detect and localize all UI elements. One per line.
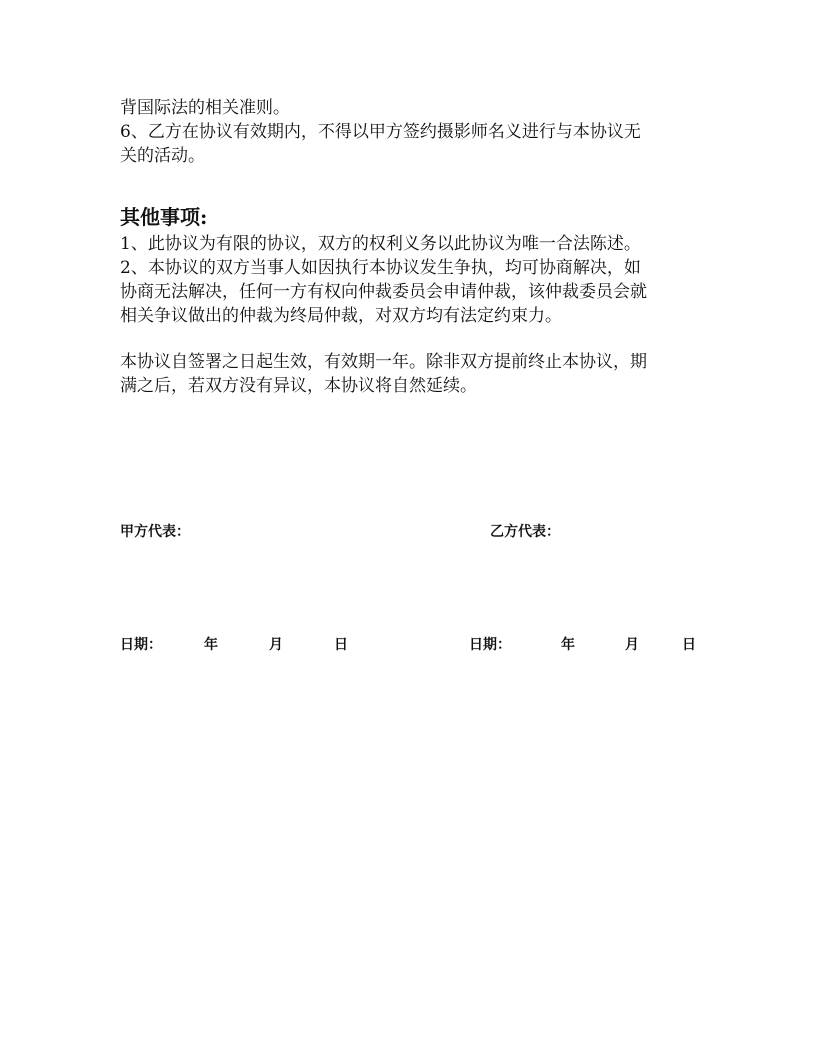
other-matters-item-2-line: 2、本协议的双方当事人如因执行本协议发生争执，均可协商解决，如 xyxy=(120,258,641,278)
party-a-date-label: 日期： xyxy=(120,637,162,653)
party-b-month-label: 月 xyxy=(625,637,639,653)
party-a-year-label: 年 xyxy=(204,637,218,653)
clause-6-line: 关的活动。 xyxy=(120,146,205,166)
party-b-year-label: 年 xyxy=(561,637,575,653)
other-matters-item-1: 1、此协议为有限的协议，双方的权利义务以此协议为唯一合法陈述。 xyxy=(120,234,641,254)
clause-text-line: 背国际法的相关准则。 xyxy=(120,98,290,118)
party-b-date-label: 日期： xyxy=(469,637,511,653)
other-matters-item-2-line: 相关争议做出的仲裁为终局仲裁，对双方均有法定约束力。 xyxy=(120,306,562,326)
party-a-month-label: 月 xyxy=(269,637,283,653)
party-b-representative-label: 乙方代表： xyxy=(490,524,560,540)
party-a-representative-label: 甲方代表： xyxy=(120,524,190,540)
clause-6-line: 6、乙方在协议有效期内，不得以甲方签约摄影师名义进行与本协议无 xyxy=(120,122,641,142)
validity-line: 满之后，若双方没有异议，本协议将自然延续。 xyxy=(120,376,477,396)
party-b-day-label: 日 xyxy=(682,637,696,653)
other-matters-item-2-line: 协商无法解决，任何一方有权向仲裁委员会申请仲裁，该仲裁委员会就 xyxy=(120,282,647,302)
validity-line: 本协议自签署之日起生效，有效期一年。除非双方提前终止本协议，期 xyxy=(120,352,647,372)
section-heading: 其他事项: xyxy=(120,205,208,229)
party-a-day-label: 日 xyxy=(334,637,348,653)
